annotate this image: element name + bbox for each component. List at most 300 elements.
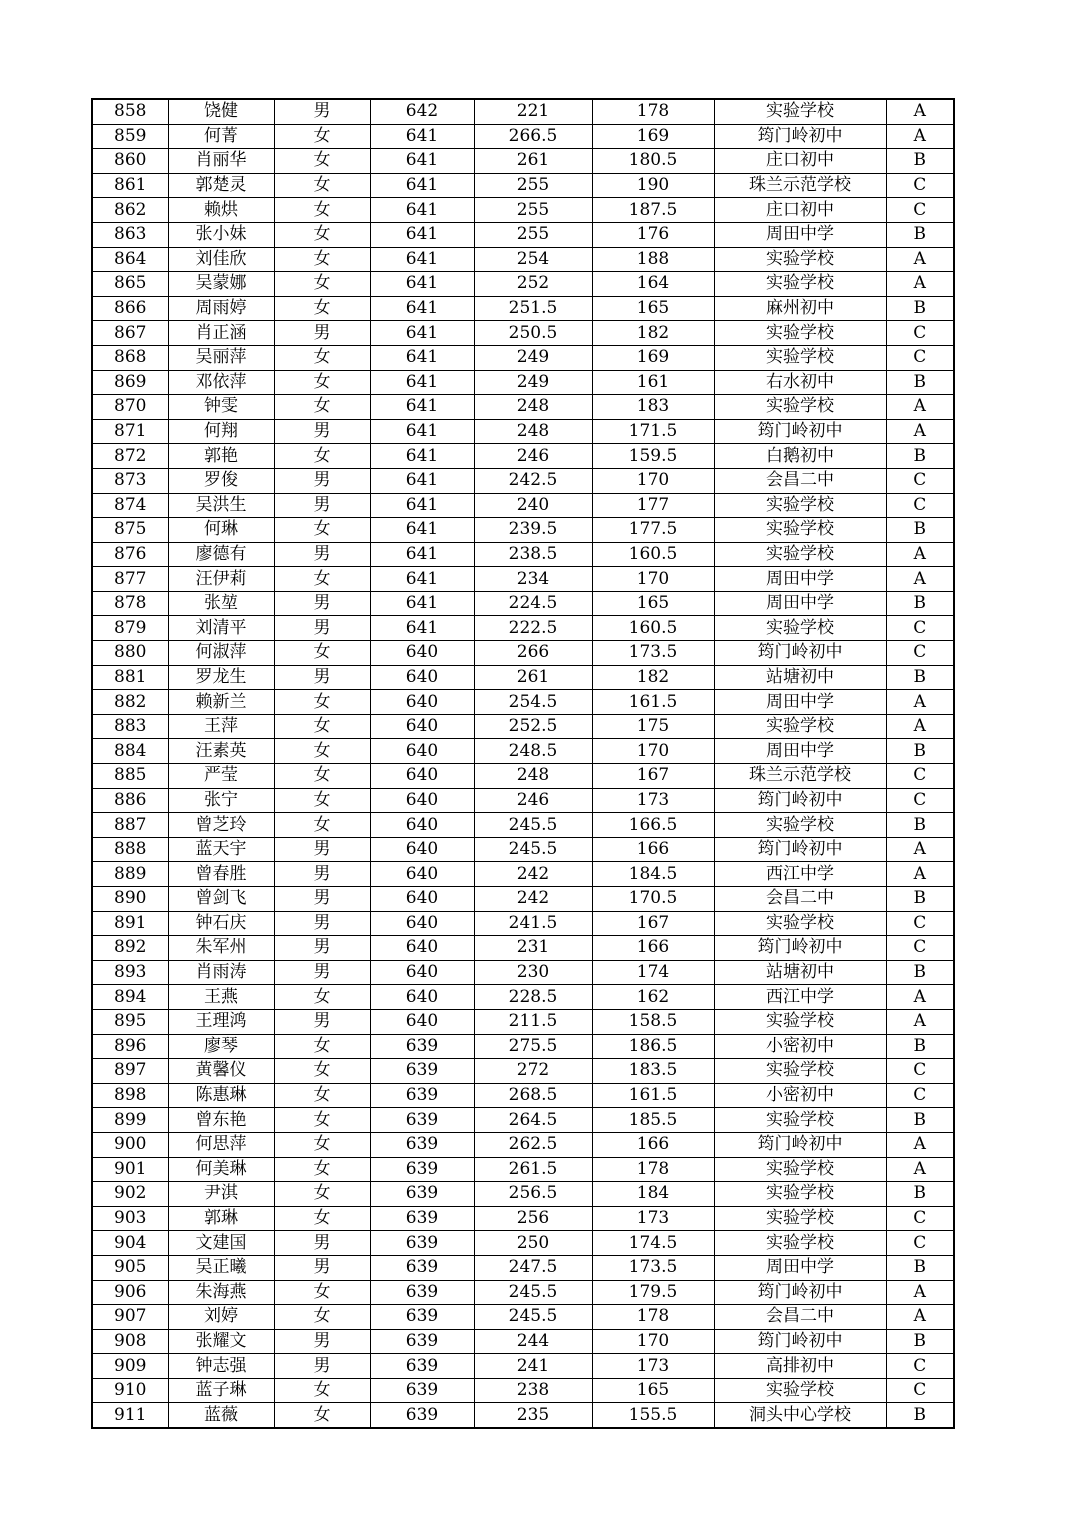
table-row xyxy=(92,247,954,272)
student-name-cell: 赖烘 xyxy=(168,198,274,223)
school-cell: 麻州初中 xyxy=(714,296,886,321)
total-score-cell: 640 xyxy=(370,665,474,690)
grade-cell: A xyxy=(886,247,954,272)
total-score-cell: 641 xyxy=(370,395,474,420)
score-b-cell: 177 xyxy=(592,493,714,518)
school-cell: 筠门岭初中 xyxy=(714,1132,886,1157)
score-a-cell: 262.5 xyxy=(474,1132,592,1157)
school-cell: 筠门岭初中 xyxy=(714,837,886,862)
student-name-cell: 王理鸿 xyxy=(168,1009,274,1034)
row-number-cell: 904 xyxy=(92,1231,168,1256)
score-a-cell: 252.5 xyxy=(474,714,592,739)
gender-cell: 女 xyxy=(274,1305,370,1330)
total-score-cell: 641 xyxy=(370,518,474,543)
gender-cell: 男 xyxy=(274,493,370,518)
table-row xyxy=(92,1157,954,1182)
gender-cell: 男 xyxy=(274,1354,370,1379)
row-number-cell: 876 xyxy=(92,542,168,567)
score-a-cell: 256.5 xyxy=(474,1182,592,1207)
score-a-cell: 245.5 xyxy=(474,1305,592,1330)
score-a-cell: 224.5 xyxy=(474,591,592,616)
grade-cell: C xyxy=(886,345,954,370)
school-cell: 筠门岭初中 xyxy=(714,1280,886,1305)
table-row xyxy=(92,764,954,789)
school-cell: 筠门岭初中 xyxy=(714,124,886,149)
total-score-cell: 639 xyxy=(370,1354,474,1379)
row-number-cell: 871 xyxy=(92,419,168,444)
total-score-cell: 641 xyxy=(370,321,474,346)
table-row xyxy=(92,616,954,641)
table-row xyxy=(92,690,954,715)
score-a-cell: 249 xyxy=(474,370,592,395)
grade-cell: C xyxy=(886,1378,954,1403)
score-b-cell: 173.5 xyxy=(592,641,714,666)
student-name-cell: 张小妹 xyxy=(168,222,274,247)
gender-cell: 女 xyxy=(274,739,370,764)
gender-cell: 女 xyxy=(274,173,370,198)
student-name-cell: 张堃 xyxy=(168,591,274,616)
table-row xyxy=(92,124,954,149)
student-name-cell: 文建国 xyxy=(168,1231,274,1256)
school-cell: 右水初中 xyxy=(714,370,886,395)
score-a-cell: 246 xyxy=(474,788,592,813)
grade-cell: B xyxy=(886,739,954,764)
total-score-cell: 639 xyxy=(370,1083,474,1108)
table-row xyxy=(92,222,954,247)
school-cell: 庄口初中 xyxy=(714,149,886,174)
gender-cell: 女 xyxy=(274,370,370,395)
score-b-cell: 174.5 xyxy=(592,1231,714,1256)
row-number-cell: 905 xyxy=(92,1255,168,1280)
grade-cell: B xyxy=(886,665,954,690)
score-b-cell: 185.5 xyxy=(592,1108,714,1133)
score-a-cell: 245.5 xyxy=(474,837,592,862)
school-cell: 周田中学 xyxy=(714,591,886,616)
student-name-cell: 钟石庆 xyxy=(168,911,274,936)
score-b-cell: 165 xyxy=(592,591,714,616)
gender-cell: 女 xyxy=(274,985,370,1010)
row-number-cell: 890 xyxy=(92,887,168,912)
score-a-cell: 228.5 xyxy=(474,985,592,1010)
grade-cell: B xyxy=(886,518,954,543)
grade-cell: C xyxy=(886,1206,954,1231)
table-row xyxy=(92,444,954,469)
student-name-cell: 曾春胜 xyxy=(168,862,274,887)
table-row xyxy=(92,1305,954,1330)
school-cell: 小密初中 xyxy=(714,1083,886,1108)
score-b-cell: 173 xyxy=(592,1206,714,1231)
school-cell: 实验学校 xyxy=(714,542,886,567)
student-name-cell: 吴正曦 xyxy=(168,1255,274,1280)
total-score-cell: 639 xyxy=(370,1255,474,1280)
gender-cell: 女 xyxy=(274,1206,370,1231)
gender-cell: 女 xyxy=(274,788,370,813)
grade-cell: C xyxy=(886,764,954,789)
row-number-cell: 859 xyxy=(92,124,168,149)
gender-cell: 男 xyxy=(274,419,370,444)
total-score-cell: 641 xyxy=(370,149,474,174)
grade-cell: A xyxy=(886,272,954,297)
row-number-cell: 911 xyxy=(92,1403,168,1428)
table-row xyxy=(92,296,954,321)
student-name-cell: 周雨婷 xyxy=(168,296,274,321)
score-b-cell: 184.5 xyxy=(592,862,714,887)
row-number-cell: 868 xyxy=(92,345,168,370)
table-row xyxy=(92,985,954,1010)
school-cell: 实验学校 xyxy=(714,714,886,739)
row-number-cell: 878 xyxy=(92,591,168,616)
gender-cell: 女 xyxy=(274,1157,370,1182)
gender-cell: 女 xyxy=(274,690,370,715)
school-cell: 庄口初中 xyxy=(714,198,886,223)
school-cell: 周田中学 xyxy=(714,1255,886,1280)
school-cell: 西江中学 xyxy=(714,862,886,887)
school-cell: 实验学校 xyxy=(714,272,886,297)
score-a-cell: 211.5 xyxy=(474,1009,592,1034)
score-b-cell: 170.5 xyxy=(592,887,714,912)
student-name-cell: 钟志强 xyxy=(168,1354,274,1379)
score-b-cell: 184 xyxy=(592,1182,714,1207)
gender-cell: 女 xyxy=(274,222,370,247)
table-row xyxy=(92,198,954,223)
total-score-cell: 639 xyxy=(370,1329,474,1354)
row-number-cell: 880 xyxy=(92,641,168,666)
grade-cell: B xyxy=(886,960,954,985)
student-name-cell: 郭楚灵 xyxy=(168,173,274,198)
row-number-cell: 872 xyxy=(92,444,168,469)
score-b-cell: 166.5 xyxy=(592,813,714,838)
score-b-cell: 164 xyxy=(592,272,714,297)
table-row xyxy=(92,641,954,666)
gender-cell: 女 xyxy=(274,247,370,272)
score-a-cell: 250.5 xyxy=(474,321,592,346)
grade-cell: A xyxy=(886,567,954,592)
total-score-cell: 641 xyxy=(370,444,474,469)
table-row xyxy=(92,960,954,985)
school-cell: 周田中学 xyxy=(714,222,886,247)
score-a-cell: 240 xyxy=(474,493,592,518)
table-row xyxy=(92,862,954,887)
total-score-cell: 641 xyxy=(370,296,474,321)
school-cell: 筠门岭初中 xyxy=(714,936,886,961)
table-row xyxy=(92,911,954,936)
grade-cell: B xyxy=(886,149,954,174)
student-name-cell: 朱军州 xyxy=(168,936,274,961)
row-number-cell: 863 xyxy=(92,222,168,247)
table-row xyxy=(92,1329,954,1354)
total-score-cell: 641 xyxy=(370,370,474,395)
school-cell: 筠门岭初中 xyxy=(714,641,886,666)
school-cell: 实验学校 xyxy=(714,911,886,936)
total-score-cell: 640 xyxy=(370,837,474,862)
score-a-cell: 235 xyxy=(474,1403,592,1428)
score-a-cell: 231 xyxy=(474,936,592,961)
row-number-cell: 870 xyxy=(92,395,168,420)
table-row xyxy=(92,149,954,174)
school-cell: 实验学校 xyxy=(714,99,886,124)
grade-cell: A xyxy=(886,985,954,1010)
score-a-cell: 252 xyxy=(474,272,592,297)
total-score-cell: 640 xyxy=(370,862,474,887)
total-score-cell: 639 xyxy=(370,1157,474,1182)
total-score-cell: 640 xyxy=(370,641,474,666)
student-name-cell: 刘清平 xyxy=(168,616,274,641)
row-number-cell: 892 xyxy=(92,936,168,961)
grade-cell: C xyxy=(886,493,954,518)
gender-cell: 女 xyxy=(274,1132,370,1157)
total-score-cell: 639 xyxy=(370,1378,474,1403)
score-b-cell: 159.5 xyxy=(592,444,714,469)
student-name-cell: 赖新兰 xyxy=(168,690,274,715)
score-a-cell: 254.5 xyxy=(474,690,592,715)
grade-cell: B xyxy=(886,1034,954,1059)
score-b-cell: 161 xyxy=(592,370,714,395)
table-row xyxy=(92,1378,954,1403)
total-score-cell: 640 xyxy=(370,887,474,912)
school-cell: 会昌二中 xyxy=(714,887,886,912)
table-row xyxy=(92,419,954,444)
grade-cell: C xyxy=(886,911,954,936)
score-b-cell: 166 xyxy=(592,936,714,961)
grade-cell: A xyxy=(886,542,954,567)
row-number-cell: 902 xyxy=(92,1182,168,1207)
score-b-cell: 176 xyxy=(592,222,714,247)
gender-cell: 女 xyxy=(274,641,370,666)
total-score-cell: 641 xyxy=(370,272,474,297)
table-row xyxy=(92,1009,954,1034)
grade-cell: B xyxy=(886,296,954,321)
score-b-cell: 165 xyxy=(592,1378,714,1403)
grade-cell: B xyxy=(886,370,954,395)
student-name-cell: 汪素英 xyxy=(168,739,274,764)
school-cell: 筠门岭初中 xyxy=(714,788,886,813)
school-cell: 筠门岭初中 xyxy=(714,1329,886,1354)
total-score-cell: 640 xyxy=(370,911,474,936)
gender-cell: 男 xyxy=(274,862,370,887)
table-row xyxy=(92,1255,954,1280)
row-number-cell: 906 xyxy=(92,1280,168,1305)
school-cell: 会昌二中 xyxy=(714,1305,886,1330)
student-name-cell: 黄馨仪 xyxy=(168,1059,274,1084)
total-score-cell: 639 xyxy=(370,1132,474,1157)
student-name-cell: 罗俊 xyxy=(168,468,274,493)
student-name-cell: 汪伊莉 xyxy=(168,567,274,592)
grade-cell: B xyxy=(886,887,954,912)
school-cell: 白鹅初中 xyxy=(714,444,886,469)
gender-cell: 女 xyxy=(274,1182,370,1207)
score-table xyxy=(91,98,955,1429)
grade-cell: A xyxy=(886,1157,954,1182)
score-a-cell: 256 xyxy=(474,1206,592,1231)
table-row xyxy=(92,567,954,592)
score-b-cell: 190 xyxy=(592,173,714,198)
table-row xyxy=(92,99,954,124)
gender-cell: 女 xyxy=(274,1034,370,1059)
score-a-cell: 266 xyxy=(474,641,592,666)
total-score-cell: 640 xyxy=(370,739,474,764)
row-number-cell: 861 xyxy=(92,173,168,198)
gender-cell: 女 xyxy=(274,345,370,370)
row-number-cell: 860 xyxy=(92,149,168,174)
score-b-cell: 177.5 xyxy=(592,518,714,543)
row-number-cell: 897 xyxy=(92,1059,168,1084)
school-cell: 筠门岭初中 xyxy=(714,419,886,444)
row-number-cell: 898 xyxy=(92,1083,168,1108)
gender-cell: 男 xyxy=(274,616,370,641)
score-a-cell: 246 xyxy=(474,444,592,469)
row-number-cell: 893 xyxy=(92,960,168,985)
school-cell: 实验学校 xyxy=(714,395,886,420)
table-row xyxy=(92,518,954,543)
gender-cell: 女 xyxy=(274,124,370,149)
school-cell: 周田中学 xyxy=(714,567,886,592)
student-name-cell: 刘佳欣 xyxy=(168,247,274,272)
row-number-cell: 875 xyxy=(92,518,168,543)
score-b-cell: 186.5 xyxy=(592,1034,714,1059)
total-score-cell: 639 xyxy=(370,1280,474,1305)
student-name-cell: 蓝子琳 xyxy=(168,1378,274,1403)
total-score-cell: 641 xyxy=(370,198,474,223)
row-number-cell: 884 xyxy=(92,739,168,764)
score-a-cell: 272 xyxy=(474,1059,592,1084)
student-name-cell: 张宁 xyxy=(168,788,274,813)
total-score-cell: 641 xyxy=(370,567,474,592)
student-name-cell: 吴洪生 xyxy=(168,493,274,518)
grade-cell: B xyxy=(886,813,954,838)
row-number-cell: 866 xyxy=(92,296,168,321)
gender-cell: 女 xyxy=(274,149,370,174)
gender-cell: 女 xyxy=(274,444,370,469)
student-name-cell: 王萍 xyxy=(168,714,274,739)
row-number-cell: 888 xyxy=(92,837,168,862)
row-number-cell: 862 xyxy=(92,198,168,223)
school-cell: 实验学校 xyxy=(714,345,886,370)
grade-cell: B xyxy=(886,1255,954,1280)
student-name-cell: 肖丽华 xyxy=(168,149,274,174)
student-name-cell: 曾剑飞 xyxy=(168,887,274,912)
score-a-cell: 268.5 xyxy=(474,1083,592,1108)
total-score-cell: 641 xyxy=(370,542,474,567)
student-name-cell: 廖德有 xyxy=(168,542,274,567)
row-number-cell: 910 xyxy=(92,1378,168,1403)
score-a-cell: 230 xyxy=(474,960,592,985)
school-cell: 小密初中 xyxy=(714,1034,886,1059)
score-a-cell: 247.5 xyxy=(474,1255,592,1280)
student-name-cell: 曾芝玲 xyxy=(168,813,274,838)
grade-cell: C xyxy=(886,616,954,641)
grade-cell: B xyxy=(886,1108,954,1133)
score-a-cell: 245.5 xyxy=(474,1280,592,1305)
score-a-cell: 241 xyxy=(474,1354,592,1379)
row-number-cell: 901 xyxy=(92,1157,168,1182)
school-cell: 实验学校 xyxy=(714,1231,886,1256)
score-b-cell: 167 xyxy=(592,764,714,789)
school-cell: 会昌二中 xyxy=(714,468,886,493)
table-row xyxy=(92,837,954,862)
student-name-cell: 吴丽萍 xyxy=(168,345,274,370)
total-score-cell: 640 xyxy=(370,714,474,739)
gender-cell: 女 xyxy=(274,1083,370,1108)
row-number-cell: 896 xyxy=(92,1034,168,1059)
student-name-cell: 郭艳 xyxy=(168,444,274,469)
row-number-cell: 895 xyxy=(92,1009,168,1034)
student-name-cell: 何琳 xyxy=(168,518,274,543)
row-number-cell: 874 xyxy=(92,493,168,518)
score-b-cell: 183 xyxy=(592,395,714,420)
gender-cell: 男 xyxy=(274,1009,370,1034)
student-name-cell: 尹淇 xyxy=(168,1182,274,1207)
grade-cell: A xyxy=(886,1280,954,1305)
table-row xyxy=(92,739,954,764)
student-name-cell: 蓝天宇 xyxy=(168,837,274,862)
gender-cell: 男 xyxy=(274,542,370,567)
grade-cell: C xyxy=(886,1354,954,1379)
table-row xyxy=(92,1231,954,1256)
total-score-cell: 640 xyxy=(370,960,474,985)
total-score-cell: 641 xyxy=(370,222,474,247)
total-score-cell: 639 xyxy=(370,1403,474,1428)
grade-cell: A xyxy=(886,690,954,715)
grade-cell: C xyxy=(886,173,954,198)
student-name-cell: 严莹 xyxy=(168,764,274,789)
gender-cell: 女 xyxy=(274,395,370,420)
student-name-cell: 肖雨涛 xyxy=(168,960,274,985)
total-score-cell: 641 xyxy=(370,468,474,493)
school-cell: 实验学校 xyxy=(714,493,886,518)
total-score-cell: 639 xyxy=(370,1182,474,1207)
score-a-cell: 255 xyxy=(474,173,592,198)
total-score-cell: 639 xyxy=(370,1059,474,1084)
row-number-cell: 864 xyxy=(92,247,168,272)
score-b-cell: 178 xyxy=(592,1305,714,1330)
row-number-cell: 909 xyxy=(92,1354,168,1379)
score-b-cell: 175 xyxy=(592,714,714,739)
gender-cell: 男 xyxy=(274,1255,370,1280)
school-cell: 实验学校 xyxy=(714,1108,886,1133)
school-cell: 实验学校 xyxy=(714,321,886,346)
gender-cell: 男 xyxy=(274,99,370,124)
total-score-cell: 640 xyxy=(370,1009,474,1034)
gender-cell: 男 xyxy=(274,960,370,985)
table-row xyxy=(92,1280,954,1305)
total-score-cell: 640 xyxy=(370,764,474,789)
student-name-cell: 何思萍 xyxy=(168,1132,274,1157)
school-cell: 实验学校 xyxy=(714,247,886,272)
table-row xyxy=(92,1132,954,1157)
score-b-cell: 162 xyxy=(592,985,714,1010)
score-a-cell: 238.5 xyxy=(474,542,592,567)
total-score-cell: 641 xyxy=(370,173,474,198)
grade-cell: A xyxy=(886,395,954,420)
total-score-cell: 642 xyxy=(370,99,474,124)
gender-cell: 男 xyxy=(274,468,370,493)
row-number-cell: 865 xyxy=(92,272,168,297)
total-score-cell: 641 xyxy=(370,345,474,370)
score-a-cell: 248 xyxy=(474,395,592,420)
score-b-cell: 173 xyxy=(592,1354,714,1379)
school-cell: 西江中学 xyxy=(714,985,886,1010)
score-b-cell: 183.5 xyxy=(592,1059,714,1084)
table-row xyxy=(92,1034,954,1059)
student-name-cell: 陈惠琳 xyxy=(168,1083,274,1108)
school-cell: 实验学校 xyxy=(714,1378,886,1403)
school-cell: 实验学校 xyxy=(714,1059,886,1084)
table-row xyxy=(92,173,954,198)
school-cell: 实验学校 xyxy=(714,813,886,838)
total-score-cell: 639 xyxy=(370,1206,474,1231)
grade-cell: A xyxy=(886,1009,954,1034)
gender-cell: 男 xyxy=(274,887,370,912)
